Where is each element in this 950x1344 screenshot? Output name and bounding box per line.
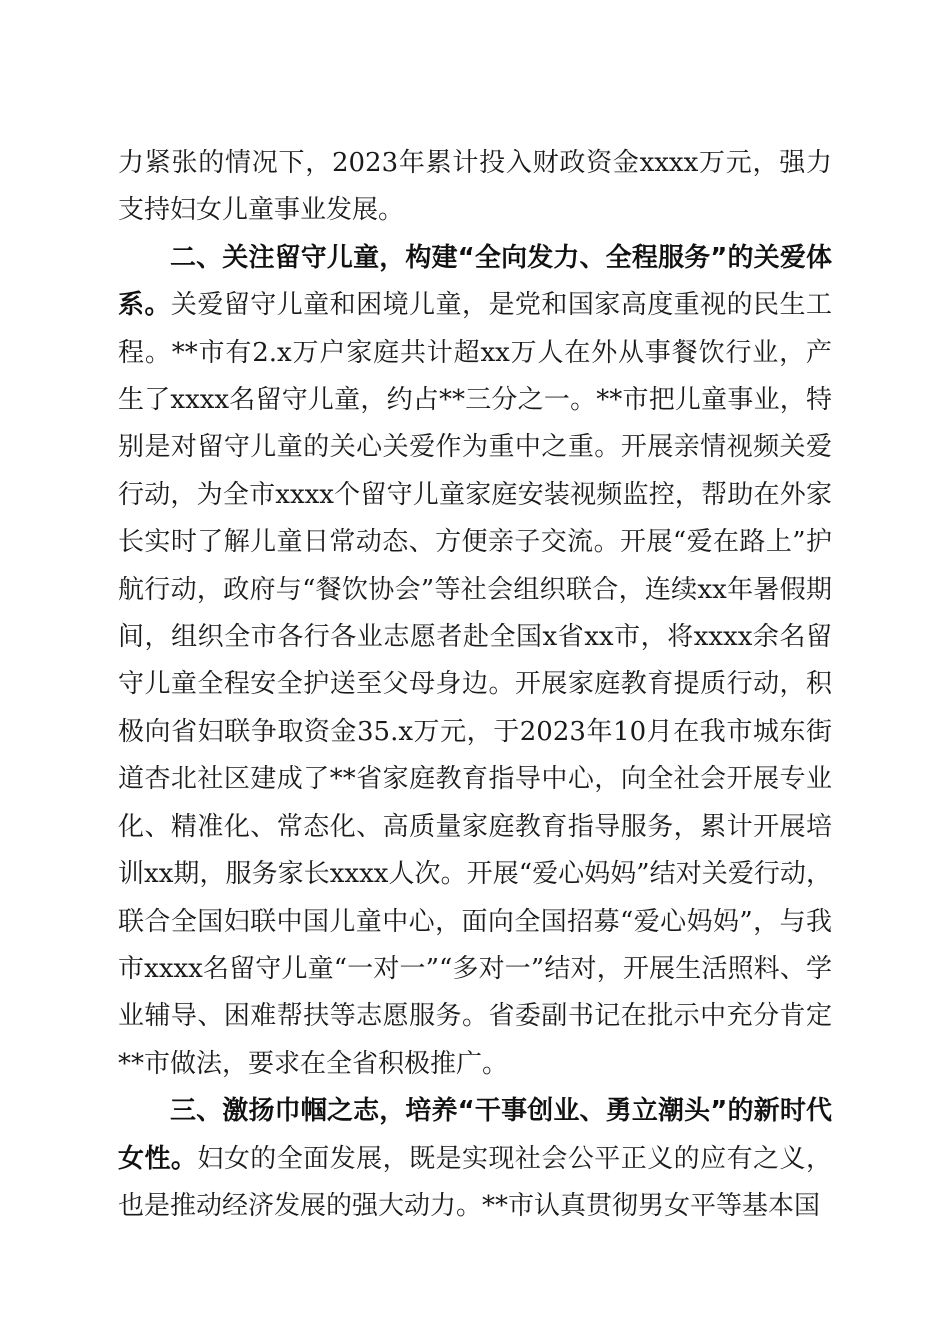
section-body-three: 妇女的全面发展，既是实现社会公平正义的应有之义，也是推动经济发展的强大动力。**市认真贯彻男女平等基本国 [118,1143,832,1221]
paragraph-funding-text: 力紧张的情况下，2023年累计投入财政资金xxxx万元，强力支持妇女儿童事业发展。 [118,148,832,226]
section-heading-three: 三、激扬巾帼之志，培养“干事创业、勇立潮头”的新时代女性。 [118,1096,832,1174]
paragraph-left-behind-children [118,235,832,1088]
section-heading-two: 二、关注留守儿童，构建“全向发力、全程服务”的关爱体系。 [118,242,832,321]
paragraph-women-development [118,1088,832,1230]
document-body [118,140,832,1230]
section-body-two: 关爱留守儿童和困境儿童，是党和国家高度重视的民生工程。**市有2.x万户家庭共计超xx万人在外从事餐饮行业，产生了xxxx名留守儿童，约占**三分之一。**市把儿童事业，特别是对留守儿童的关心关爱作为重中之重。开展亲情视频关爱行动，为全市xxxx个留守儿童家庭安装视频监控，帮助在外家长实时了解儿童日常动态、方便亲子交流。开展“爱在路上”护航行动，政府与“餐饮协会”等社会组织联合，连续xx年暑假期间，组织全市各行各业志愿者赴全国x省xx市，将xxxx余名留守儿童全程安全护送至父母身边。开展家庭教育提质行动，积极向省妇联争取资金35.x万元，于2023年10月在我市城东街道杏北社区建成了**省家庭教育指导中心，向全社会开展专业化、精准化、常态化、高质量家庭教育指导服务，累计开展培训xx期，服务家长xxxx人次。开展“爱心妈妈”结对关爱行动，联合全国妇联中国儿童中心，面向全国招募“爱心妈妈”，与我市xxxx名留守儿童“一对一”“多对一”结对，开展生活照料、学业辅导、困难帮扶等志愿服务。省委副书记在批示中充分肯定**市做法，要求在全省积极推广。 [118,290,832,1079]
paragraph-funding [118,140,832,235]
